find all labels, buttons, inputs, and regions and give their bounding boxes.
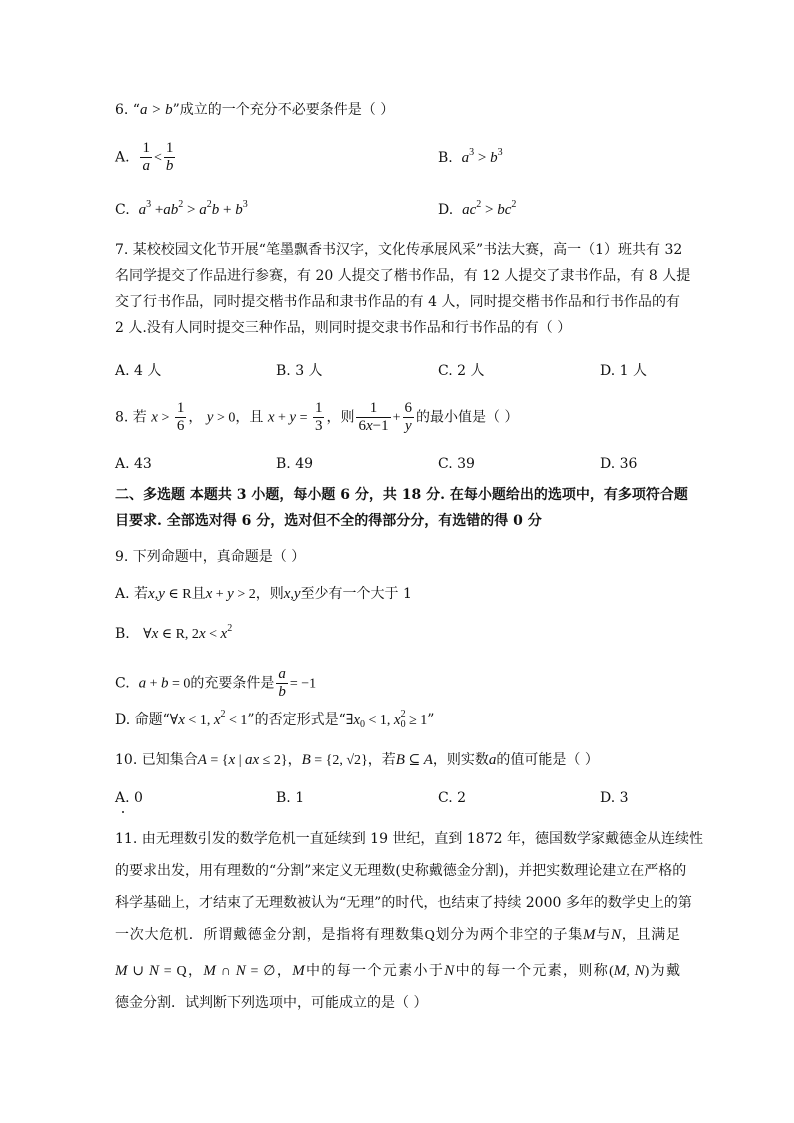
q7-option-b: B. 3 人 bbox=[276, 363, 323, 379]
q9-option-a: A. 若x,y ∈ R且x + y > 2，则x,y至少有一个大于 1 bbox=[115, 586, 412, 602]
fraction: $\frac{1}{a}$ bbox=[142, 140, 150, 174]
q8-option-d: D. 36 bbox=[600, 456, 638, 472]
fraction: $\frac{1}{6x-1}$ bbox=[358, 400, 389, 434]
q11-stem: 11. 由无理数引发的数学危机一直延续到 19 世纪，直到 1872 年，德国数学家戴德金从连续性 的要求出发，用有理数的“分割”来定义无理数(史称戴德金分割)，并把实数理论建立在严格的 科学基础上，才结束了无理数被认为“无理”的时代，也结束了持续 2000 多年的数学史上的第 一次大危机．所谓戴德金分割，是指将有理数集Q划分为两个非空的子集M与N，且满足 M ∪ N = Q，M ∩ N = ∅，M中的每一个元素小于N中的每一个元素，则称(M, N)为戴 德金分割．试判断下列选项中，可能成立的是（ ） bbox=[115, 831, 703, 1011]
q11-line5: M ∪ N = Q，M ∩ N = ∅，M中的每一个元素小于N中的每一个元素，则称(M, N)为戴 bbox=[115, 963, 681, 979]
q7-stem: 7. 某校校园文化节开展“笔墨飘香书汉字，文化传承展风采”书法大赛，高一（1）班共有 32 名同学提交了作品进行参赛，有 20 人提交了楷书作品，有 12 人提交了隶书作品，有 8 人提 交了行书作品，同时提交楷书作品和隶书作品的有 4 人，同时提交楷书作品和行书作品的有 2 人.没有人同时提交三种作品，则同时提交隶书作品和行书作品的有（ ） bbox=[115, 242, 691, 336]
q6-option-c: C. $a^3 +ab^2 > a^2b + b^3$ bbox=[115, 199, 248, 218]
stray-dot bbox=[122, 811, 124, 813]
q6-option-a: A. $\frac{1}{a}$ < $\frac{1}{b}$ bbox=[115, 140, 174, 174]
q7-option-c: C. 2 人 bbox=[438, 363, 485, 379]
q8-option-c: C. 39 bbox=[438, 456, 475, 472]
fraction: $\frac{6}{y}$ bbox=[404, 400, 413, 434]
q8-option-a: A. 43 bbox=[115, 456, 152, 472]
q11-line4: 一次大危机．所谓戴德金分割，是指将有理数集Q划分为两个非空的子集M与N，且满足 bbox=[115, 927, 681, 943]
q10-option-a: A. 0 bbox=[115, 790, 143, 806]
fraction: $\frac{1}{6}$ bbox=[176, 400, 185, 434]
q8-option-b: B. 49 bbox=[276, 456, 314, 472]
fraction: $\frac{1}{b}$ bbox=[165, 140, 174, 174]
q10-stem: 10. 已知集合A = {x | ax ≤ 2}，B = {2, √2}，若B ⊆ A，则实数a的值可能是（ ） bbox=[115, 752, 599, 768]
q8-stem: 8. 若 x > $\frac{1}{6}$ ， y > 0，且 x + y = $\frac{1}{3}$ ，则 $\frac{1}{6x-1}$ + $\frac{6}{y}$ 的最小值是（ ） bbox=[115, 400, 519, 434]
fraction: $\frac{a}{b}$ bbox=[278, 666, 286, 700]
q9-option-b: B. ∀x ∈ R, $2x < x^2$ bbox=[115, 623, 233, 642]
q6-option-d: D. $ac^2 > bc^2$ bbox=[438, 199, 517, 218]
q7-option-a: A. 4 人 bbox=[115, 363, 162, 379]
q10-option-b: B. 1 bbox=[276, 790, 305, 806]
fraction: $\frac{1}{3}$ bbox=[314, 400, 323, 434]
section-2-header: 二、多选题 本题共 3 小题，每小题 6 分，共 18 分. 在每小题给出的选项中，有多项符合题 目要求. 全部选对得 6 分，选对但不全的得部分分，有选错的得 0 分 bbox=[115, 487, 688, 529]
q6-stem: 6. “a > b”成立的一个充分不必要条件是（ ） bbox=[115, 102, 395, 118]
q9-option-c: C. a + b = 0的充要条件是 $\frac{a}{b}$ = −1 bbox=[115, 666, 317, 700]
q9-stem: 9. 下列命题中，真命题是（ ） bbox=[115, 549, 306, 565]
q10-option-c: C. 2 bbox=[438, 790, 467, 806]
q7-option-d: D. 1 人 bbox=[600, 363, 647, 379]
q6-option-b: B. $a^3 > b^3$ bbox=[438, 147, 503, 166]
q9-option-d: D. 命题“∀x < 1, $x^2 < 1$”的否定形式是“$\exists x_0 < 1$, $x^2_0 \ge 1$” bbox=[115, 709, 435, 730]
q10-option-d: D. 3 bbox=[600, 790, 629, 806]
